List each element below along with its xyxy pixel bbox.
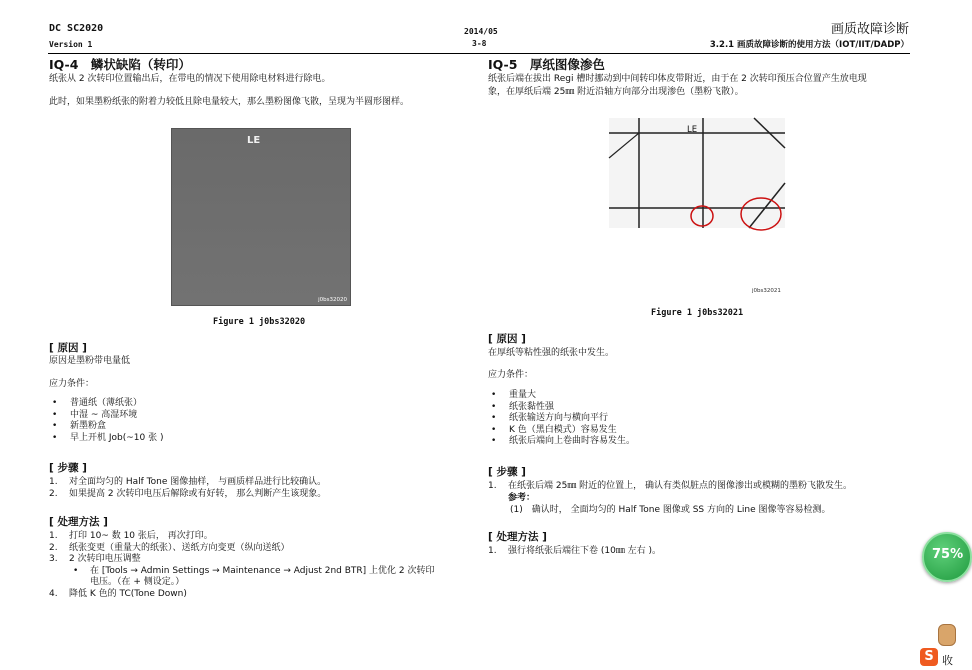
list-item: 4. 降低 K 色的 TC(Tone Down) xyxy=(49,588,187,599)
left-figure-code: j0bs32020 xyxy=(318,297,347,303)
left-cause-text: 原因是墨粉带电量低 xyxy=(49,356,131,366)
right-fix-list xyxy=(488,546,908,558)
section-title: 3.2.1 画质故障诊断的使用方法（IOT/IIT/DADP） xyxy=(709,40,909,50)
mascot-icon xyxy=(938,624,956,646)
right-stress-list xyxy=(491,390,911,448)
right-cause-heading: [ 原因 ] xyxy=(488,333,526,345)
list-item: • 早上开机 Job(~10 张 ) xyxy=(52,432,164,443)
right-cause-text: 在厚纸等粘性强的纸张中发生。 xyxy=(488,348,615,358)
list-item: 3. 2 次转印电压调整 xyxy=(49,554,141,564)
ref-text: (1) 确认时， 全面均匀的 Half Tone 图像或 SS 方向的 Line 图像等容易检测。 xyxy=(510,505,831,515)
right-fix-heading: [ 处理方法 ] xyxy=(488,531,547,543)
progress-label: 75% xyxy=(932,547,964,562)
left-steps-heading: [ 步骤 ] xyxy=(49,462,87,474)
list-item: 1. 在纸张后端 25㎜ 附近的位置上， 确认有类似脏点的图像渗出或模糊的墨粉飞散发生。 xyxy=(488,481,853,491)
right-steps-list xyxy=(488,481,918,517)
version: Version 1 xyxy=(49,40,93,49)
right-figure-code: j0bs32021 xyxy=(752,288,781,294)
right-figure-image xyxy=(609,118,785,228)
left-stress-heading: 应力条件： xyxy=(49,379,95,389)
left-fix-heading: [ 处理方法 ] xyxy=(49,516,108,528)
right-figure-caption: Figure 1 j0bs32021 xyxy=(651,308,744,318)
right-steps-heading: [ 步骤 ] xyxy=(488,466,526,478)
list-item: • K 色（黑白模式）容易发生 xyxy=(491,424,617,435)
list-item: 电压。（在 + 侧设定。） xyxy=(90,577,185,587)
right-para1-line1: 纸张后端在拔出 Regi 槽时挪动到中间转印体皮带附近，由于在 2 次转印预压合位置产生放电现 xyxy=(488,74,867,84)
list-item: 2. 纸张变更（重量大的纸张）、送纸方向变更（纵向送纸） xyxy=(49,542,290,553)
right-para1-line2: 象，在厚纸后端 25㎜ 附近沿轴方向部分出现渗色（墨粉飞散）。 xyxy=(488,87,744,97)
list-item: • 普通纸（薄纸张） xyxy=(52,398,143,408)
ref-label: 参考： xyxy=(508,492,536,503)
header-rule xyxy=(48,53,910,54)
list-item: • 纸张黏性强 xyxy=(491,401,555,412)
left-cause-heading: [ 原因 ] xyxy=(49,342,87,354)
right-title: IQ-5 厚纸图像渗色 xyxy=(488,57,605,72)
list-item: • 纸张输送方向与横向平行 xyxy=(491,413,609,423)
left-figure-image xyxy=(171,128,351,306)
collect-text: 收 xyxy=(942,654,953,667)
doc-code: DC SC2020 xyxy=(49,23,104,34)
list-item: • 中湿 ~ 高湿环境 xyxy=(52,409,138,420)
list-item: 2. 如果提高 2 次转印电压后解除或有好转， 那么判断产生该现象。 xyxy=(49,488,327,499)
left-figure-caption: Figure 1 j0bs32020 xyxy=(213,317,306,327)
left-fix-list xyxy=(49,531,479,600)
list-item: 1. 打印 10~ 数 10 张后， 再次打印。 xyxy=(49,531,213,541)
logo-s-icon: S xyxy=(920,648,938,666)
assistant-widget[interactable] xyxy=(918,622,953,670)
list-item: • 重量大 xyxy=(491,390,537,400)
date: 2014/05 xyxy=(464,27,498,36)
list-item: • 在 [Tools → Admin Settings → Maintenance → Adjust 2nd BTR] 上优化 2 次转印 xyxy=(73,565,435,576)
left-figure-le-label: LE xyxy=(247,135,261,146)
left-para1: 纸张从 2 次转印位置输出后，在带电的情况下使用除电材料进行除电。 xyxy=(49,74,331,84)
list-item: 1. 强行将纸张后端往下卷 (10㎜ 左右 )。 xyxy=(488,546,662,556)
left-title: IQ-4 鳞状缺陷（转印） xyxy=(49,57,191,72)
right-stress-heading: 应力条件： xyxy=(488,370,534,380)
list-item: 1. 对全面均匀的 Half Tone 图像抽样， 与画质样品进行比较确认。 xyxy=(49,477,327,487)
list-item: • 纸张后端向上卷曲时容易发生。 xyxy=(491,436,636,446)
list-item: • 新墨粉盒 xyxy=(52,421,107,431)
right-figure-le-label: LE xyxy=(687,125,698,135)
left-para2: 此时，如果墨粉纸张的附着力较低且除电量较大，那么墨粉图像飞散，呈现为半圆形图样。 xyxy=(49,97,410,107)
progress-badge[interactable] xyxy=(922,532,972,582)
left-stress-list xyxy=(52,398,452,444)
chapter-title: 画质故障诊断 xyxy=(830,22,909,37)
left-steps-list xyxy=(49,477,469,500)
page-number: 3-8 xyxy=(472,39,487,48)
